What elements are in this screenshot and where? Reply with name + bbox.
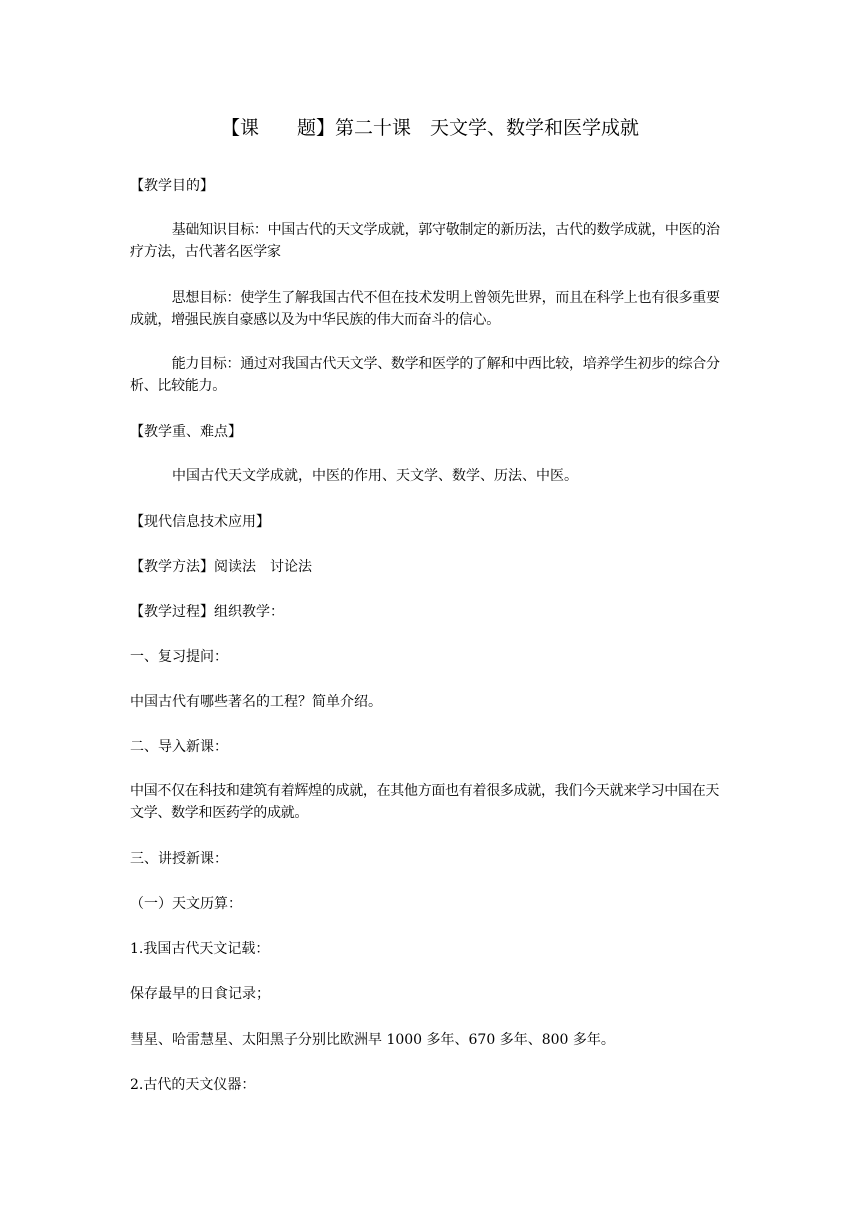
section-heading-teaching-process: 【教学过程】组织教学： (130, 604, 284, 620)
document-title: 【课 题】第二十课 天文学、数学和医学成就 (220, 117, 639, 139)
paragraph-review-question: 中国古代有哪些著名的工程？简单介绍。 (130, 694, 382, 710)
paragraph-ability-goal: 能力目标：通过对我国古代天文学、数学和医学的了解和中西比较，培养学生初步的综合分析、比较能力。 (130, 356, 720, 394)
paragraph-eclipse-record: 保存最早的日食记录； (130, 986, 270, 1002)
heading-introduction: 二、导入新课： (130, 739, 228, 755)
section-heading-teaching-method: 【教学方法】阅读法 讨论法 (130, 559, 312, 575)
section-heading-it-application: 【现代信息技术应用】 (130, 514, 270, 530)
heading-astronomy-records: 1.我国古代天文记载： (130, 941, 270, 957)
heading-review-questions: 一、复习提问： (130, 649, 228, 665)
paragraph-thought-goal: 思想目标：使学生了解我国古代不但在技术发明上曾领先世界，而且在科学上也有很多重要成就，增强民族自豪感以及为中华民族的伟大而奋斗的信心。 (130, 290, 720, 328)
heading-new-lesson: 三、讲授新课： (130, 851, 228, 867)
paragraph-key-points: 中国古代天文学成就，中医的作用、天文学、数学、历法、中医。 (158, 468, 578, 484)
paragraph-introduction: 中国不仅在科技和建筑有着辉煌的成就，在其他方面也有着很多成就，我们今天就来学习中国在天文学、数学和医药学的成就。 (130, 783, 720, 821)
section-heading-teaching-goals: 【教学目的】 (130, 178, 214, 194)
heading-astronomy-instruments: 2.古代的天文仪器： (130, 1077, 256, 1093)
paragraph-knowledge-goal: 基础知识目标：中国古代的天文学成就，郭守敬制定的新历法，古代的数学成就，中医的治疗方法，古代著名医学家 (130, 222, 720, 260)
section-heading-key-points: 【教学重、难点】 (130, 424, 242, 440)
paragraph-comet-records: 彗星、哈雷慧星、太阳黑子分别比欧洲早 1000 多年、670 多年、800 多年。 (130, 1032, 615, 1048)
heading-astronomy-calendar: （一）天文历算： (130, 896, 242, 912)
